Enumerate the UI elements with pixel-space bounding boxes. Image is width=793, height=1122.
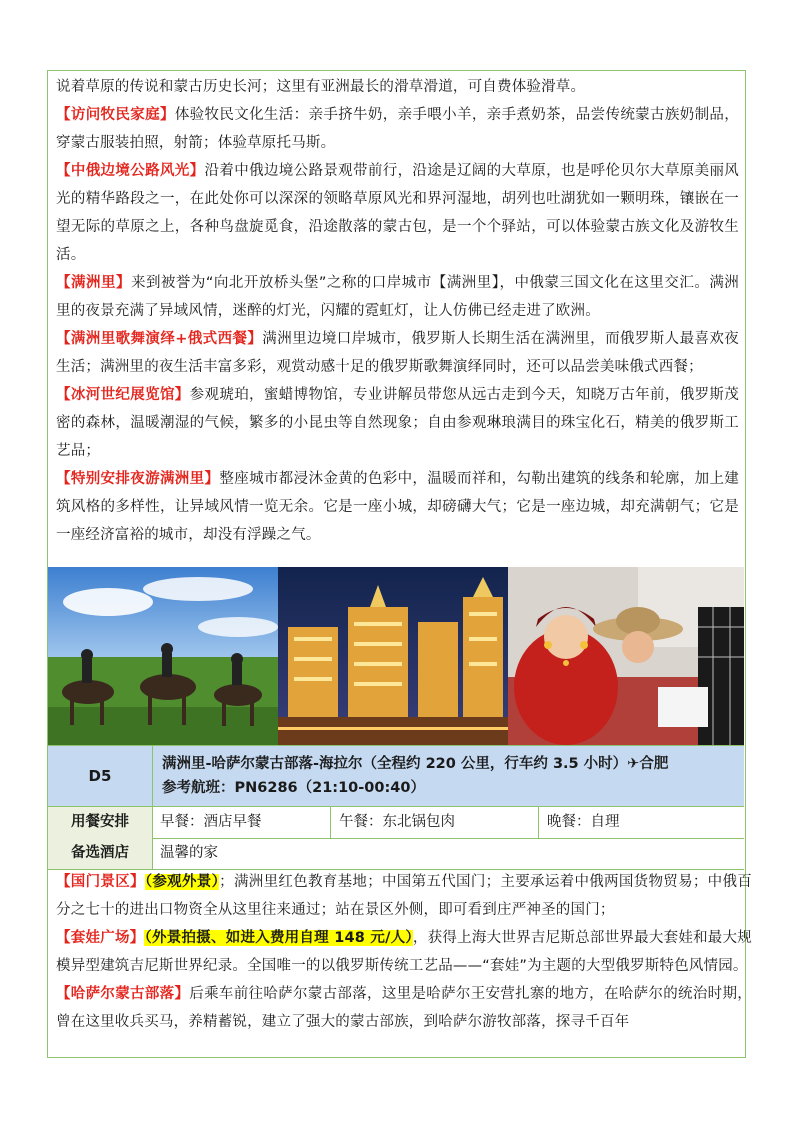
day5-text-block [48,868,758,1036]
item-body: 沿着中俄边境公路景观带前行，沿途是辽阔的大草原，也是呼伦贝尔大草原美丽风光的精华路段之一，在此处你可以深深的领略草原风光和界河湿地，胡列也吐湖犹如一颗明珠，镶嵌在一望无际的草原之上，各种鸟盘旋觅食，沿途散落的蒙古包，是一个个驿站，可以体验蒙古族文化及游牧生活。 [56,163,739,263]
item-body: 整座城市都浸沐金黄的色彩中，温暖而祥和，勾勒出建筑的线条和轮廓，加上建筑风格的多样性，让异域风情一览无余。它是一座小城，却磅礴大气；它是一座边城，却充满朝气；它是一座经济富裕的城市，却没有浮躁之气。 [56,471,740,543]
breakfast-cell: 早餐：酒店早餐 [160,814,262,830]
day-title [162,752,668,800]
item-manzhouli [56,269,739,325]
item-body: 满洲里边境口岸城市，俄罗斯人长期生活在满洲里，而俄罗斯人最喜欢夜生活；满洲里的夜生活丰富多彩，观赏动感十足的俄罗斯歌舞演绎同时，还可以品尝美味俄式西餐； [56,331,739,375]
day-route: 满洲里-哈萨尔蒙古部落-海拉尔（全程约 220 公里，行车约 3.5 小时）✈合肥 [162,756,669,772]
meals-label: 用餐安排 [48,807,153,838]
lunch-cell: 午餐：东北锅包肉 [330,807,538,838]
intro-text-block [48,71,745,549]
item-heading: 【中俄边境公路风光】 [56,163,205,179]
item-body: ，获得上海大世界吉尼斯总部世界最大套娃和最大规模异型建筑吉尼斯世界纪录。全国唯一的以俄罗斯传统工艺品——“套娃”为主题的大型俄罗斯特色风情园。 [56,930,752,974]
item-yeyou [56,465,739,549]
flight-info: 参考航班：PN6286（21:10-00:40） [162,780,425,796]
intro-line: 说着草原的传说和蒙古历史长河；这里有亚洲最长的滑草滑道，可自费体验滑草。 [56,79,586,95]
item-highlight: （参观外景） [144,874,220,890]
item-gewu [56,325,739,381]
dinner-cell: 晚餐：自理 [538,807,744,838]
item-hasaer [56,980,752,1036]
item-body: 参观琥珀，蜜蜡博物馆，专业讲解员带您从远古走到今天，知晓万古年前，俄罗斯茂密的森林，温暖潮湿的气候，繁多的小昆虫等自然现象；自由参观琳琅满目的珠宝化石，精美的俄罗斯工艺品； [56,387,739,459]
item-fangwen [56,101,739,157]
item-binghe [56,381,739,465]
meals-row [48,807,744,839]
item-heading: 【满洲里】 [56,275,131,291]
itinerary-page [47,70,752,1058]
item-heading: 【哈萨尔蒙古部落】 [56,986,190,1002]
grassland-horse-riding-photo [48,567,278,745]
item-heading: 【特别安排夜游满洲里】 [56,471,220,487]
item-heading: 【冰河世纪展览馆】 [56,387,190,403]
item-heading: 【满洲里歌舞演绎+俄式西餐】 [56,331,263,347]
item-body: 体验牧民文化生活：亲手挤牛奶，亲手喂小羊，亲手煮奶茶，品尝传统蒙古族奶制品，穿蒙古服装拍照，射箭；体验草原托马斯。 [56,107,739,151]
photo-strip [48,567,744,745]
item-heading: 【国门景区】 [56,874,145,890]
mongolian-costume-people-photo [508,567,744,745]
item-body: ；满洲里红色教育基地；中国第五代国门；主要承运着中俄两国货物贸易；中俄百分之七十的进出口物资全从这里往来通过；站在景区外侧，即可看到庄严神圣的国门； [56,874,752,918]
hotel-row [48,838,744,870]
day-header-row [48,745,744,807]
manzhouli-night-city-photo [278,567,508,745]
hotel-value: 温馨的家 [160,845,218,861]
item-bianjing [56,157,739,269]
item-body: 来到被誉为“向北开放桥头堡”之称的口岸城市【满洲里】，中俄蒙三国文化在这里交汇。满洲里的夜景充满了异域风情，迷醉的灯光，闪耀的霓虹灯，让人仿佛已经走进了欧洲。 [56,275,740,319]
hotel-label: 备选酒店 [48,838,153,869]
item-guomen [56,868,752,924]
item-taowa [56,924,752,980]
item-highlight: （外景拍摄、如进入费用自理 148 元/人） [144,930,413,946]
item-heading: 【访问牧民家庭】 [56,107,175,123]
day-label: D5 [48,746,153,806]
item-heading: 【套娃广场】 [56,930,145,946]
item-body: 后乘车前往哈萨尔蒙古部落，这里是哈萨尔王安营扎寨的地方，在哈萨尔的统治时期，曾在这里收兵买马，养精蓄锐，建立了强大的蒙古部族，到哈萨尔游牧部落，探寻千百年 [56,986,752,1030]
